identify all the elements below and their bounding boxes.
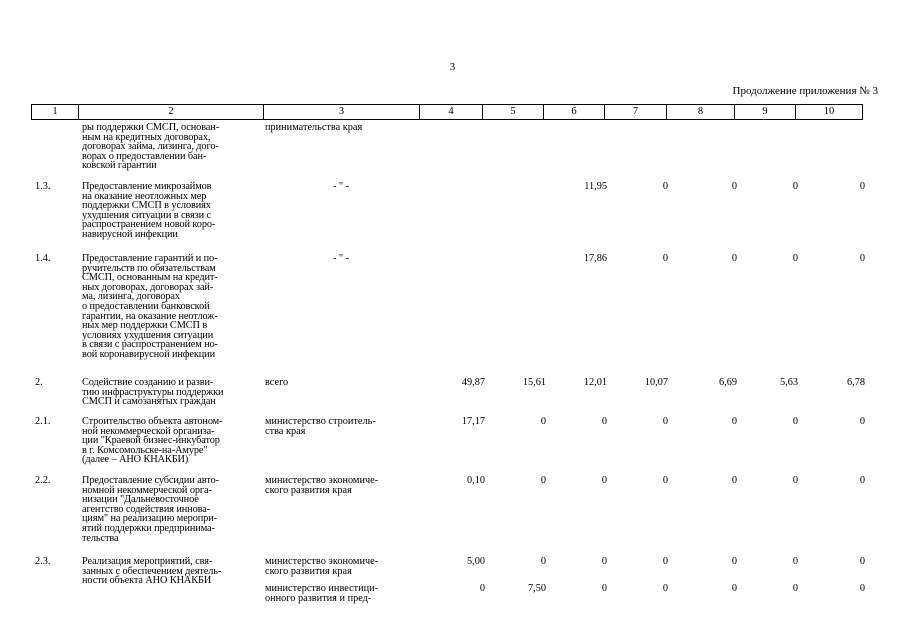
value-col-6: 12,01 xyxy=(583,377,607,388)
row-executor: министерство экономиче- ского развития края xyxy=(265,556,379,577)
header-col-4: 4 xyxy=(419,104,483,120)
value-col-6: 0 xyxy=(601,475,607,486)
value-col-8: 0 xyxy=(731,253,737,264)
value-col-7: 0 xyxy=(662,253,668,264)
row-executor: - " - xyxy=(332,253,350,264)
row-executor: министерство инвестици- онного развития и пред- xyxy=(265,583,379,604)
continuation-label: Продолжение приложения № 3 xyxy=(732,85,878,97)
value-col-9: 0 xyxy=(792,583,798,594)
row-number: 2. xyxy=(35,377,43,388)
value-col-8: 0 xyxy=(731,416,737,427)
row-name: Содействие созданию и разви- тию инфраструктуры поддержки СМСП и самозанятых граждан xyxy=(82,377,224,408)
value-col-9: 0 xyxy=(792,556,798,567)
value-col-6: 0 xyxy=(601,416,607,427)
row-name: Предоставление гарантий и по- ручительств по обязательствам СМСП, основанным на кредит- ных договорах, договорах зай- ма, лизинга, договорах о предоставлении банковской гарантии, на оказание неотлож- ных мер поддержки СМСП в условиях ухудшения ситуации в связи с распространением но- вой коронавирусной инфекции xyxy=(82,253,218,360)
row-executor: - " - xyxy=(332,181,350,192)
row-executor: министерство строитель- ства края xyxy=(265,416,376,437)
value-col-6: 11,95 xyxy=(584,181,607,192)
value-col-5: 0 xyxy=(540,556,546,567)
value-col-5: 0 xyxy=(540,475,546,486)
row-number: 2.3. xyxy=(35,556,51,567)
row-name: Строительство объекта автоном- ной некоммерческой организа- ции "Краевой бизнес-инкубатор в г. Комсомольске-на-Амуре" (далее – АНО КНАКБИ) xyxy=(82,416,223,466)
value-col-9: 0 xyxy=(792,416,798,427)
row-executor: принимательства края xyxy=(265,122,363,133)
value-col-4: 0,10 xyxy=(466,475,485,486)
header-col-8: 8 xyxy=(666,104,735,120)
row-name: ры поддержки СМСП, основан- ным на кредитных договорах, договорах займа, лизинга, дого- ворах о предоставлении бан- ковской гарантии xyxy=(82,122,220,172)
row-number: 2.2. xyxy=(35,475,51,486)
value-col-6: 0 xyxy=(601,556,607,567)
table-header xyxy=(31,104,862,120)
row-name: Предоставление субсидии авто- номной некоммерческой орга- низации "Дальневосточное агентство содействия иннова- циям" на реализацию меропри- ятий поддержки предпринима- тельства xyxy=(82,475,219,544)
value-col-9: 5,63 xyxy=(779,377,798,388)
header-col-7: 7 xyxy=(604,104,667,120)
value-col-9: 0 xyxy=(792,253,798,264)
row-executor: всего xyxy=(265,377,289,388)
value-col-7: 0 xyxy=(662,583,668,594)
value-col-8: 0 xyxy=(731,583,737,594)
value-col-10: 0 xyxy=(859,253,865,264)
value-col-4: 17,17 xyxy=(461,416,485,427)
value-col-7: 0 xyxy=(662,556,668,567)
value-col-8: 0 xyxy=(731,181,737,192)
value-col-10: 0 xyxy=(859,556,865,567)
row-name: Предоставление микрозаймов на оказание неотложных мер поддержки СМСП в условиях ухудшения ситуации в связи с распространением новой коро- навирусной инфекции xyxy=(82,181,216,240)
header-col-5: 5 xyxy=(482,104,544,120)
value-col-10: 6,78 xyxy=(846,377,865,388)
value-col-10: 0 xyxy=(859,583,865,594)
value-col-10: 0 xyxy=(859,475,865,486)
header-col-1: 1 xyxy=(31,104,79,120)
header-col-2: 2 xyxy=(78,104,264,120)
value-col-6: 17,86 xyxy=(583,253,607,264)
value-col-8: 0 xyxy=(731,556,737,567)
value-col-4: 0 xyxy=(479,583,485,594)
header-col-10: 10 xyxy=(795,104,863,120)
value-col-7: 0 xyxy=(662,475,668,486)
row-number: 1.3. xyxy=(35,181,51,192)
value-col-4: 5,00 xyxy=(466,556,485,567)
value-col-4: 49,87 xyxy=(461,377,485,388)
row-name: Реализация мероприятий, свя- занных с обеспечением деятель- ности объекта АНО КНАКБИ xyxy=(82,556,222,587)
value-col-7: 0 xyxy=(662,181,668,192)
row-number: 1.4. xyxy=(35,253,51,264)
value-col-5: 15,61 xyxy=(522,377,546,388)
value-col-10: 0 xyxy=(859,416,865,427)
value-col-9: 0 xyxy=(792,181,798,192)
value-col-7: 0 xyxy=(662,416,668,427)
page-number: 3 xyxy=(449,61,456,73)
value-col-7: 10,07 xyxy=(644,377,668,388)
header-col-6: 6 xyxy=(543,104,605,120)
row-number: 2.1. xyxy=(35,416,51,427)
value-col-8: 0 xyxy=(731,475,737,486)
value-col-5: 7,50 xyxy=(527,583,546,594)
value-col-8: 6,69 xyxy=(718,377,737,388)
row-executor: министерство экономиче- ского развития края xyxy=(265,475,379,496)
value-col-9: 0 xyxy=(792,475,798,486)
value-col-6: 0 xyxy=(601,583,607,594)
value-col-5: 0 xyxy=(540,416,546,427)
header-col-9: 9 xyxy=(734,104,796,120)
header-col-3: 3 xyxy=(263,104,420,120)
value-col-10: 0 xyxy=(859,181,865,192)
